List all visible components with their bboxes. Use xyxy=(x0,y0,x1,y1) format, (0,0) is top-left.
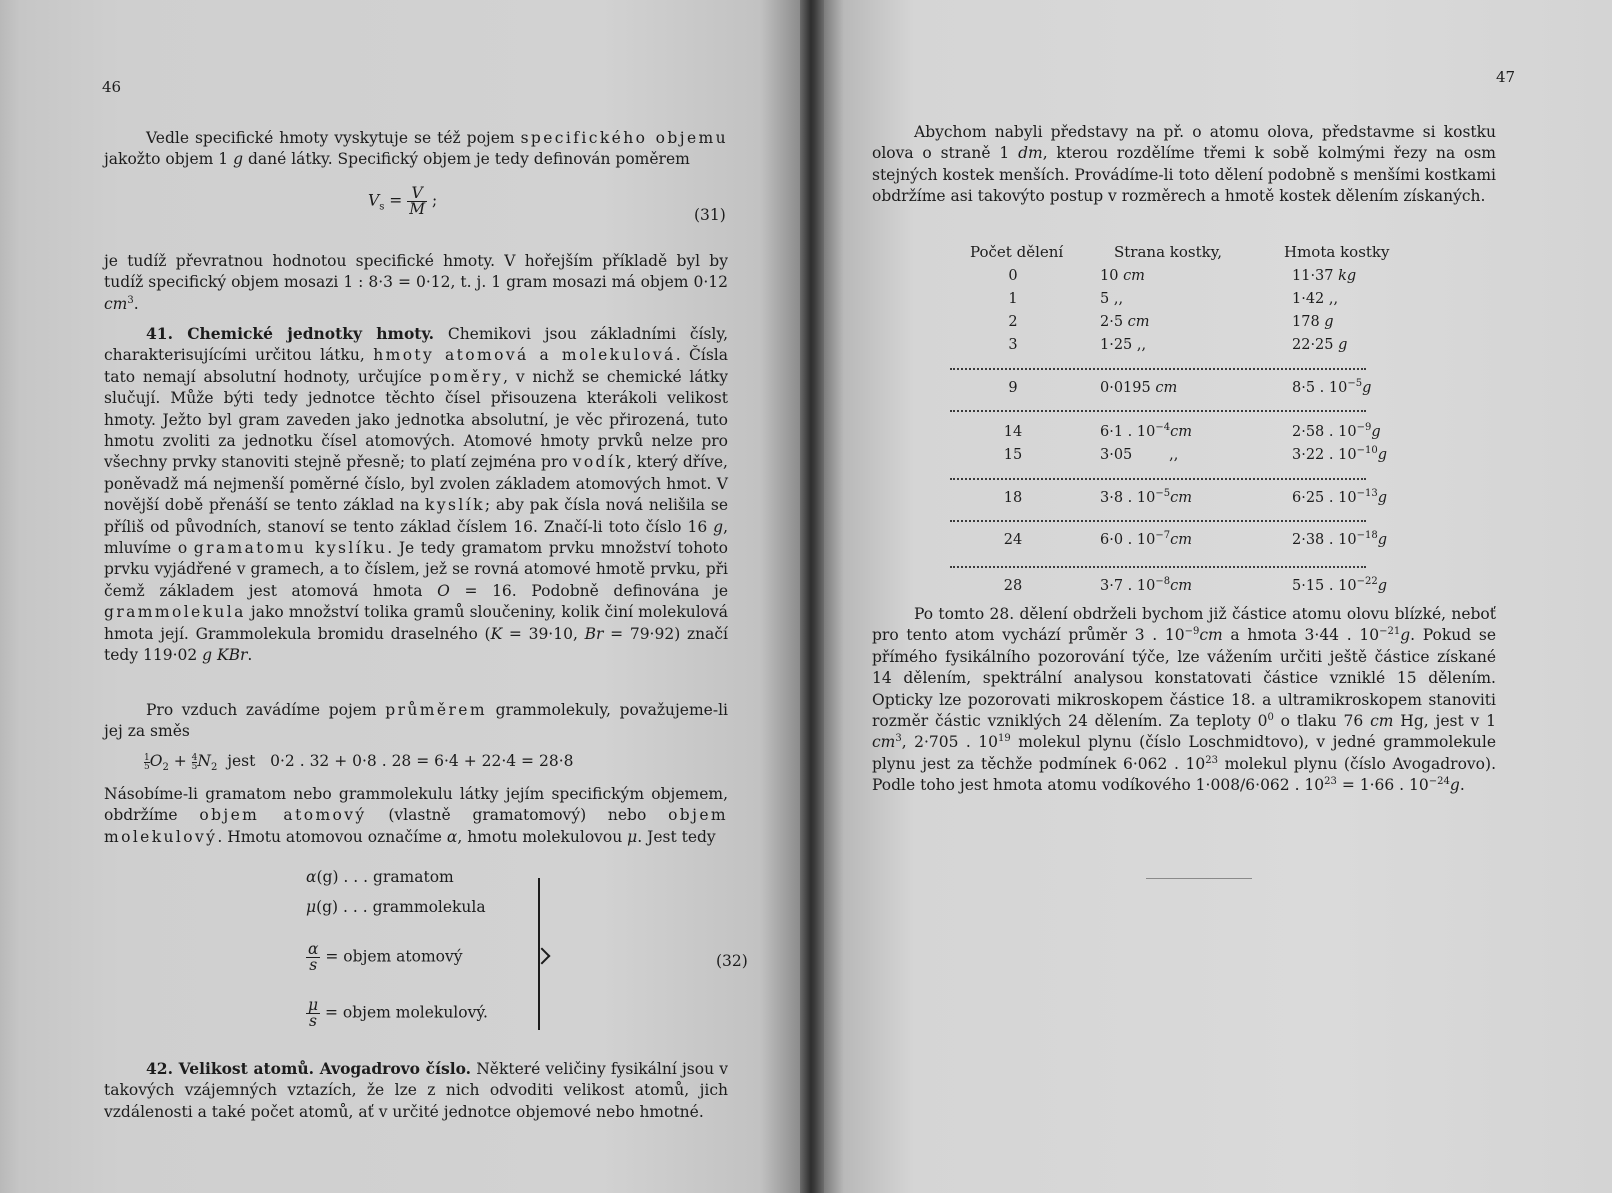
definition-row: $\frac{\mu}{s}$ = objem molekulový. xyxy=(308,996,488,1030)
section-42: 42. Velikost atomů. Avogadrovo číslo. Některé veličiny fysikální jsou v takových vzájemných vztazích, že lze z nich odvoditi velikost atomů, jich vzdálenosti a také počet atomů, ať v určité jednotce objemové nebo hmotné. xyxy=(104,1059,728,1121)
table-row: 3 1·25 ,, 22·25 g xyxy=(1008,337,1348,353)
right-page xyxy=(824,0,1612,1193)
definition-row: μ(g) . . . grammolekula xyxy=(306,898,486,916)
equation-number-32: (32) xyxy=(716,952,748,970)
paragraph-after-table: Po tomto 28. dělení obdrželi bychom již částice atomu olovu blízké, neboť pro tento atom vychází průměr 3 . $10^{-9}cm$ a hmota 3·44 . $10^{-21}g$. Pokud se přímého fysikálního pozorování týče, lze vážením určiti ještě částice získané 14 dělením, spektrální analysou konstatovati částice vzniklé 15 dělením. Opticky lze pozorovati mikroskopem částice 18. a ultramikroskopem stanoviti rozměr částic vzniklých 24 dělením. Za teploty $0^0$ o tlaku 76 cm Hg, jest v 1 $cm^3$, 2·705 . $10^{19}$ molekul plynu (číslo Loschmidtovo), v jedné grammolekule plynu jest za těchže podmínek 6·062 . $10^{23}$ molekul plynu (číslo Avogadrovo). Podle toho jest hmota atomu vodíkového 1·008/6·062 . $10^{23} = 1\cdot 66$ . $10^{-24}g$. xyxy=(872,605,1497,795)
left-page xyxy=(0,0,800,1193)
table-row: 14 6·1 . $10^{-4}cm$ 2·58 . $10^{-9}g$ xyxy=(1003,422,1381,440)
equation-air: $\frac{1}{5}O_2$ + $\frac{4}{5}N_2$ jest 0·2 . 32 + 0·8 . 28 = 6·4 + 22·4 = 28·8 xyxy=(144,752,574,774)
dotted-separator xyxy=(950,566,1366,568)
paragraph-reciprocal: je tudíž převratnou hodnotou specifické hmoty. V hořejším příkladě byl by tudíž specifický objem mosazi 1 : 8·3 = 0·12, t. j. 1 gram mosazi má objem 0·12 $cm^3$. xyxy=(104,252,728,313)
definition-row: α(g) . . . gramatom xyxy=(306,868,454,886)
table-row: 18 3·8 . $10^{-5}cm$ 6·25 . $10^{-13}g$ xyxy=(1003,488,1387,506)
dotted-separator xyxy=(950,520,1366,522)
paragraph-specific-volume: Vedle specifické hmoty vyskytuje se též pojem specifického objemu jakožto objem 1 g dané látky. Specifický objem je tedy definován poměrem xyxy=(104,129,728,169)
table-row: 0 10 cm 11·37 kg xyxy=(1008,268,1357,284)
brace-tip xyxy=(534,948,551,965)
book-gutter xyxy=(800,0,824,1193)
section-41: 41. Chemické jednotky hmoty. Chemikovi jsou základními čísly, charakterisujícími určitou látku, hmoty atomová a molekulová. Čísla tato nemají absolutní hodnoty, určujíce poměry, v nichž se chemické látky slučují. Může býti tedy jednotce těchto čísel přisouzena kterákoli velikost hmoty. Ježto byl gram zaveden jako jednotka absolutní, je věc přirozená, tuto hmotu zvoliti za jednotku čísel atomových. Atomové hmoty prvků nelze pro všechny prvky stanoviti stejně přesně; to platí zejména pro vodík, který dříve, poněvadž má nejmenší poměrné číslo, byl zvolen základem atomových hmot. V novější době přenáší se tento základ na kyslík; aby pak čísla nová nelišila se příliš od původních, stanoví se tento základ číslem 16. Značí-li toto číslo 16 g, mluvíme o gramatomu kyslíku. Je tedy gramatom prvku množství tohoto prvku vyjádřené v gramech, a to číslem, jež se rovná atomové hmotě prvku, při čemž základem jest atomová hmota O = 16. Podobně definována je grammolekula jako množství tolika gramů sloučeniny, kolik činí molekulová hmota její. Grammolekula bromidu draselného (K = 39·10, Br = 79·92) značí tedy 119·02 g KBr. xyxy=(104,324,729,665)
page-number-right: 47 xyxy=(1496,68,1516,86)
end-rule xyxy=(1146,878,1252,879)
paragraph-air: Pro vzduch zavádíme pojem průměrem grammolekuly, považujeme-li jej za směs xyxy=(104,701,728,741)
definition-row: $\frac{\alpha}{s}$ = objem atomový xyxy=(308,940,463,974)
paragraph-multiply: Násobíme-li gramatom nebo grammolekulu látky jejím specifickým objemem, obdržíme objem atomový (vlastně gramatomový) nebo objem molekulový. Hmotu atomovou označíme α, hmotu molekulovou μ. Jest tedy xyxy=(104,785,728,846)
table-row: 1 5 ,, 1·42 ,, xyxy=(1008,291,1339,307)
table-row: 15 3·05 ,, 3·22 . $10^{-10}g$ xyxy=(1003,445,1387,463)
table-row: 28 3·7 . $10^{-8}cm$ 5·15 . $10^{-22}g$ xyxy=(1003,576,1387,594)
dotted-separator xyxy=(950,478,1366,480)
table-row: 24 6·0 . $10^{-7}cm$ 2·38 . $10^{-18}g$ xyxy=(1003,530,1387,548)
equation-number-31: (31) xyxy=(694,206,726,224)
table-row: 9 0·0195 cm 8·5 . $10^{-5}g$ xyxy=(1008,378,1372,396)
section-42-heading: 42. Velikost atomů. Avogadrovo číslo. xyxy=(146,1059,472,1078)
page-number-left: 46 xyxy=(102,78,122,96)
table-header-mass: Hmota kostky xyxy=(1284,243,1390,261)
section-41-heading: 41. Chemické jednotky hmoty. xyxy=(146,324,435,343)
table-row: 2 2·5 cm 178 g xyxy=(1008,314,1334,330)
table-header-divisions: Počet dělení xyxy=(970,243,1064,261)
dotted-separator xyxy=(950,410,1366,412)
table-header-side: Strana kostky, xyxy=(1114,243,1222,261)
dotted-separator xyxy=(950,368,1366,370)
equation-31: $V_s$ = $\frac{V}{M}$ ; xyxy=(368,184,438,218)
paragraph-lead-cube: Abychom nabyli představy na př. o atomu olova, představme si kostku olova o straně 1 dm, kterou rozdělíme třemi k sobě kolmými řezy na osm stejných kostek menších. Provádíme-li toto dělení podobně s menšími kostkami obdržíme asi takovýto postup v rozměrech a hmotě kostek dělením získaných. xyxy=(872,123,1496,206)
